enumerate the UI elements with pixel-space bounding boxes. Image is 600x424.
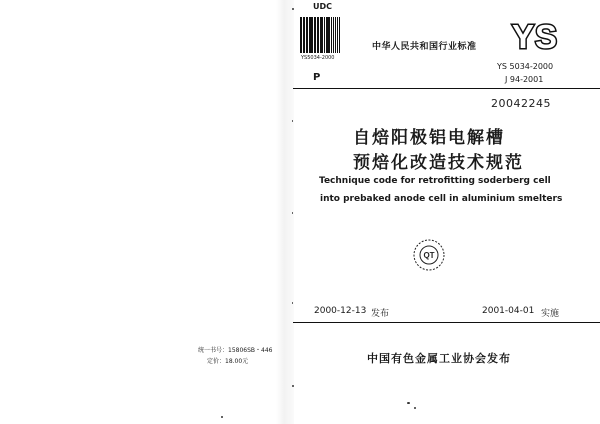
barcode xyxy=(300,17,340,53)
release-date: 2000-12-13 xyxy=(314,306,367,316)
ys-logo xyxy=(504,20,566,52)
qt-stamp-icon xyxy=(412,238,446,272)
top-rule xyxy=(293,88,600,89)
standard-number-ys: YS 5034-2000 xyxy=(497,62,554,71)
barcode-number: YS5034-2000 xyxy=(301,55,335,61)
title-cn-line1: 自焙阳极铝电解槽 xyxy=(353,128,505,148)
standard-category: 中华人民共和国行业标准 xyxy=(372,42,477,52)
issuer: 中国有色金属工业协会发布 xyxy=(367,352,511,365)
unified-book-number: 统一书号：15806SB・446 xyxy=(198,347,273,354)
classification-letter: P xyxy=(313,72,321,83)
title-cn-line2: 预焙化改造技术规范 xyxy=(353,153,524,173)
handwritten-number: 20042245 xyxy=(491,97,551,110)
title-en-line1: Technique code for retrofitting soderberg cell xyxy=(319,176,551,186)
standard-number-j: J 94-2001 xyxy=(505,75,544,84)
release-label: 发布 xyxy=(371,309,390,319)
implement-label: 实施 xyxy=(541,309,560,319)
qt-stamp-text: QT xyxy=(423,251,435,260)
udc-label: UDC xyxy=(313,2,333,11)
ys-logo-text: YS xyxy=(511,20,559,52)
book-price: 定价：18.00元 xyxy=(207,358,249,365)
implement-date: 2001-04-01 xyxy=(482,306,535,316)
title-en-line2: into prebaked anode cell in aluminium smelters xyxy=(320,194,563,204)
bottom-rule xyxy=(293,322,600,323)
